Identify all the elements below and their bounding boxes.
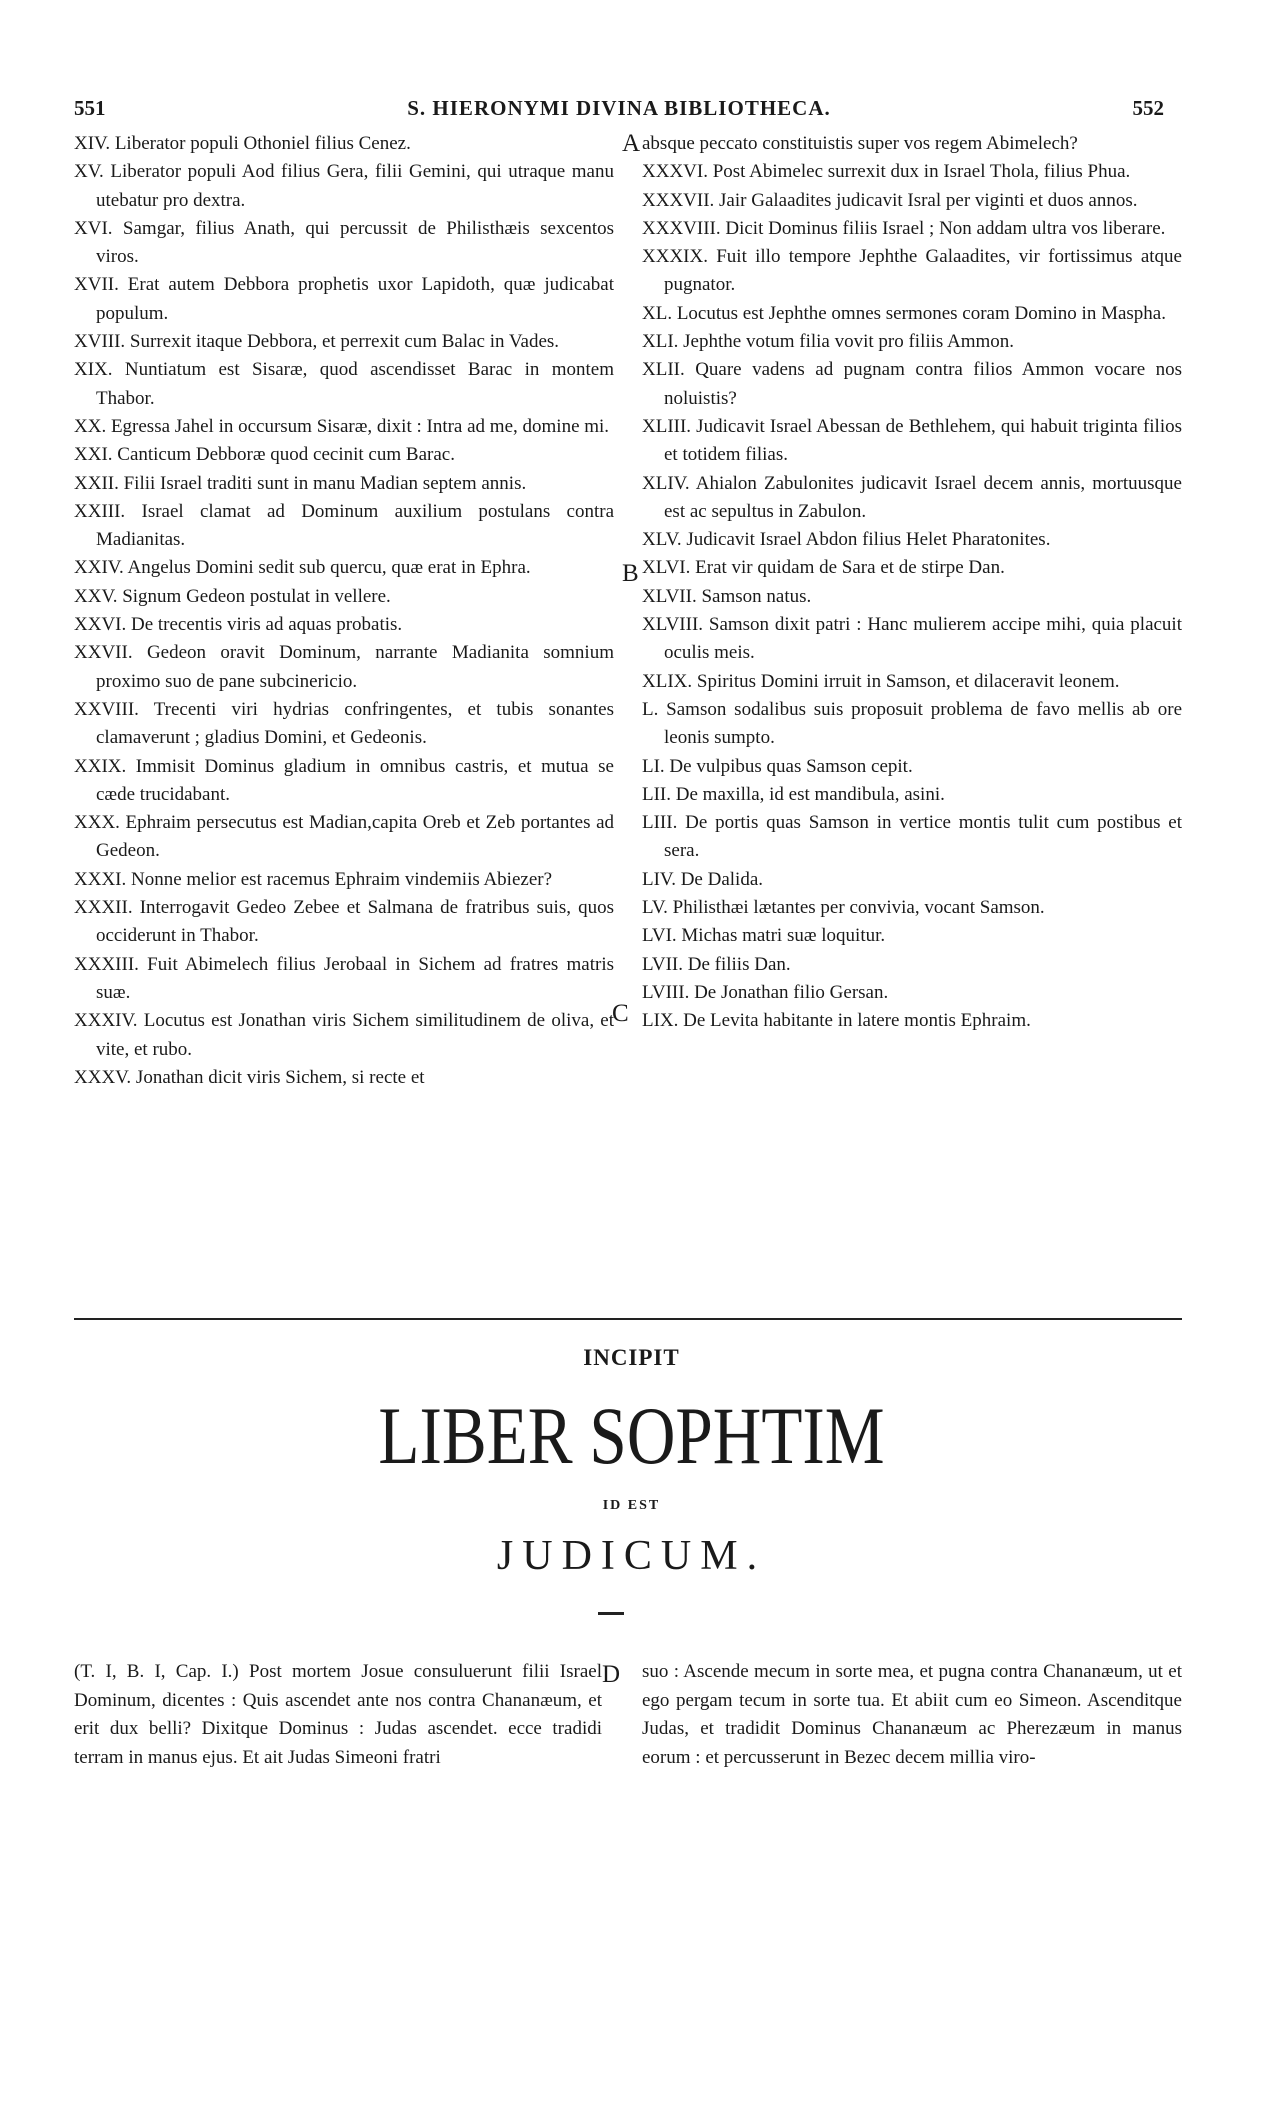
incipit-heading: INCIPIT [583, 1345, 680, 1370]
chapter-entry: LI. De vulpibus quas Samson cepit. [642, 755, 913, 777]
chapter-entry: XLV. Judicavit Israel Abdon filius Helet Pharatonites. [642, 529, 1051, 551]
chapter-entry: LIII. De portis quas Samson in vertice montis tulit cum postibus et sera. [642, 812, 1182, 862]
chapter-entry: XXXIX. Fuit illo tempore Jephthe Galaadites, vir fortissimus atque pugnator. [642, 246, 1182, 296]
margin-letter-d: D [602, 1661, 621, 1688]
chapter-entry: XXXII. Interrogavit Gedeo Zebee et Salmana de fratribus suis, quos occiderunt in Thabor. [74, 897, 614, 947]
body-paragraph-left: Post mortem Josue consuluerunt filii Israel Dominum, dicentes : Quis ascendet ante nos contra Chananæum, et erit dux belli? Dixitque Dominus : Judas ascendet. ecce tradidi terram in manus ejus. Et ait Judas Simeoni fratri [74, 1661, 602, 1768]
chapter-entry: XVII. Erat autem Debbora prophetis uxor Lapidoth, quæ judicabat populum. [74, 274, 614, 324]
body-text-left [74, 1658, 602, 1772]
chapter-entry: absque peccato constituistis super vos regem Abimelech? [642, 133, 1078, 154]
chapter-entry: LIX. De Levita habitante in latere montis Ephraim. [642, 1010, 1031, 1032]
page-number-right: 552 [1132, 96, 1164, 120]
chapter-entry: XXVI. De trecentis viris ad aquas probatis. [74, 614, 403, 636]
chapter-entry: XV. Liberator populi Aod filius Gera, filii Gemini, qui utraque manu utebatur pro dextra. [74, 161, 614, 211]
section-divider [74, 1318, 1182, 1320]
chapter-entry: XXXVIII. Dicit Dominus filiis Israel ; Non addam ultra vos liberare. [642, 217, 1166, 239]
margin-letter-c: C [612, 1000, 629, 1027]
chapter-entry: XXVIII. Trecenti viri hydrias confringentes, et tubis sonantes clamaverunt ; gladius Domini, et Gedeonis. [74, 698, 614, 749]
body-paragraph-right: suo : Ascende mecum in sorte mea, et pugna contra Chananæum, ut et ego pergam tecum in sorte tua. Et abiit cum eo Simeon. Ascenditque Judas, et tradidit Dominus Chananæum ac Pherezæum in manus eorum : et percusserunt in Bezec decem millia viro- [642, 1661, 1182, 1768]
body-text-right [642, 1658, 1182, 1772]
chapter-entry: XLII. Quare vadens ad pugnam contra filios Ammon vocare nos noluistis? [642, 359, 1182, 409]
chapter-entry: XXXI. Nonne melior est racemus Ephraim vindemiis Abiezer? [74, 868, 553, 890]
chapter-entry: XLI. Jephthe votum filia vovit pro filiis Ammon. [642, 331, 1015, 353]
running-header [74, 96, 1164, 130]
chapter-entry: XLVII. Samson natus. [642, 585, 812, 607]
chapter-entry: XIV. Liberator populi Othoniel filius Cenez. [74, 133, 411, 154]
chapter-list-right-column [642, 130, 1182, 1036]
chapter-entry: XLIV. Ahialon Zabulonites judicavit Israel decem annis, mortuusque est ac sepultus in Zabulon. [642, 472, 1182, 522]
chapter-entry: XL. Locutus est Jephthe omnes sermones coram Domino in Maspha. [642, 302, 1166, 324]
chapter-entry: XLIX. Spiritus Domini irruit in Samson, et dilaceravit leonem. [642, 670, 1120, 692]
chapter-entry: XXX. Ephraim persecutus est Madian,capita Oreb et Zeb portantes ad Gedeon. [74, 812, 614, 862]
chapter-list-left-column [74, 130, 614, 1092]
margin-letter-b: B [622, 560, 639, 587]
margin-letter-a: A [622, 130, 641, 157]
chapter-entry: XXIV. Angelus Domini sedit sub quercu, quæ erat in Ephra. [74, 557, 531, 579]
chapter-entry: LV. Philisthæi lætantes per convivia, vocant Samson. [642, 897, 1045, 919]
chapter-entry: XXIII. Israel clamat ad Dominum auxilium postulans contra Madianitas. [74, 500, 614, 551]
chapter-entry: XXXIV. Locutus est Jonathan viris Sichem similitudinem de oliva, et vite, et rubo. [74, 1010, 614, 1060]
running-title: S. HIERONYMI DIVINA BIBLIOTHECA. [407, 96, 831, 120]
heading-dash [598, 1612, 624, 1615]
id-est-subheading: ID EST [602, 1498, 661, 1513]
chapter-entry: L. Samson sodalibus suis proposuit problema de favo mellis ab ore leonis sumpto. [642, 698, 1182, 749]
chapter-entry: XXXIII. Fuit Abimelech filius Jerobaal in Sichem ad fratres matris suæ. [74, 953, 614, 1003]
chapter-entry: LVI. Michas matri suæ loquitur. [642, 925, 886, 947]
chapter-entry: XLVI. Erat vir quidam de Sara et de stirpe Dan. [642, 557, 1005, 579]
chapter-entry: XXV. Signum Gedeon postulat in vellere. [74, 585, 391, 607]
chapter-entry: XXXVI. Post Abimelec surrexit dux in Israel Thola, filius Phua. [642, 161, 1131, 183]
chapter-entry: XXXV. Jonathan dicit viris Sichem, si recte et [74, 1066, 425, 1088]
chapter-entry: LIV. De Dalida. [642, 868, 764, 890]
judicum-heading: JUDICUM. [496, 1533, 767, 1579]
chapter-entry: XVI. Samgar, filius Anath, qui percussit de Philisthæis sexcentos viros. [74, 217, 614, 268]
chapter-entry: XXXVII. Jair Galaadites judicavit Isral per viginti et duos annos. [642, 189, 1138, 211]
book-title: LIBER SOPHTIM [378, 1390, 885, 1481]
chapter-entry: XIX. Nuntiatum est Sisaræ, quod ascendisset Barac in montem Thabor. [74, 359, 614, 409]
chapter-entry: XVIII. Surrexit itaque Debbora, et perrexit cum Balac in Vades. [74, 331, 560, 353]
chapter-entry: LVIII. De Jonathan filio Gersan. [642, 981, 889, 1003]
chapter-entry: LVII. De filiis Dan. [642, 953, 791, 975]
chapter-entry: XLVIII. Samson dixit patri : Hanc mulierem accipe mihi, quia placuit oculis meis. [642, 614, 1182, 664]
source-reference: (T. I, B. I, Cap. I.) [74, 1661, 239, 1682]
chapter-entry: XXIX. Immisit Dominus gladium in omnibus castris, et mutua se cæde trucidabant. [74, 755, 614, 805]
chapter-entry: XX. Egressa Jahel in occursum Sisaræ, dixit : Intra ad me, domine mi. [74, 415, 610, 437]
chapter-entry: XLIII. Judicavit Israel Abessan de Bethlehem, qui habuit triginta filios et totidem filias. [642, 415, 1182, 466]
chapter-entry: XXVII. Gedeon oravit Dominum, narrante Madianita somnium proximo suo de pane subcinericio. [74, 642, 614, 692]
chapter-entry: LII. De maxilla, id est mandibula, asini. [642, 783, 945, 805]
page-number-left: 551 [74, 96, 106, 120]
chapter-entry: XXII. Filii Israel traditi sunt in manu Madian septem annis. [74, 472, 527, 494]
chapter-entry: XXI. Canticum Debboræ quod cecinit cum Barac. [74, 444, 455, 466]
